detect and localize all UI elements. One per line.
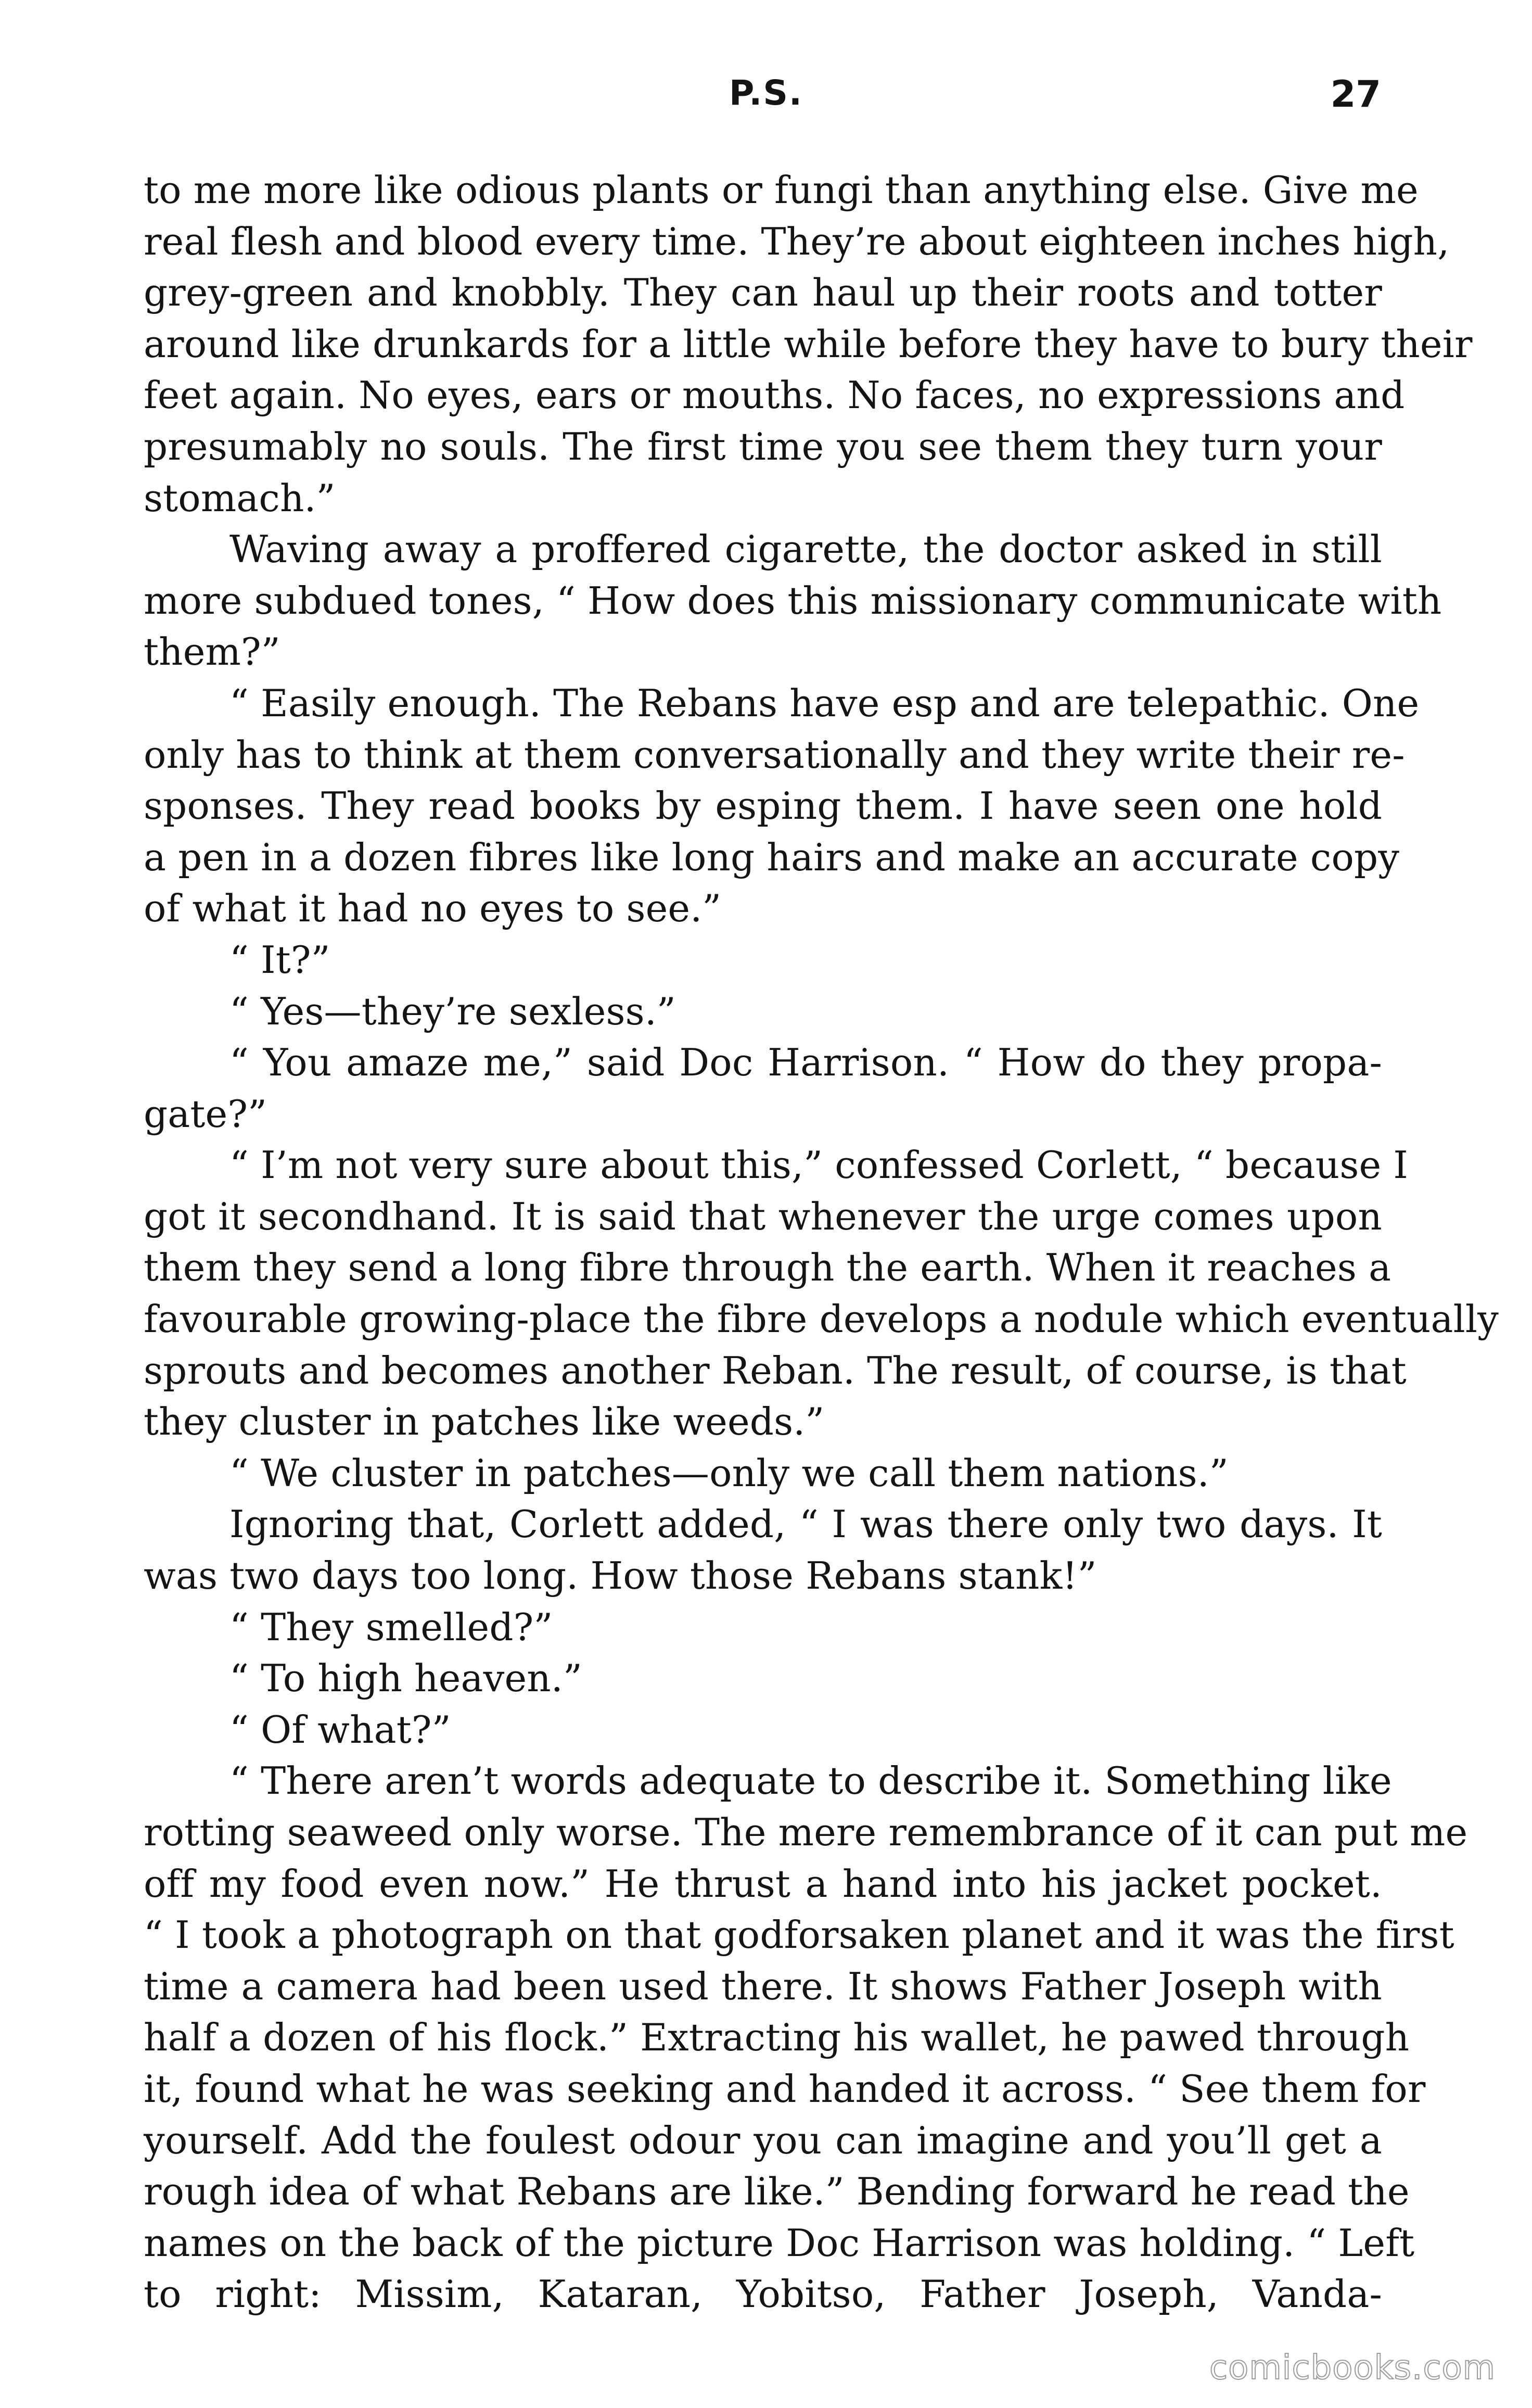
text-line: “ I’m not very sure about this,” confessed Corlett, “ because I xyxy=(229,1143,1409,1187)
text-line: them they send a long fibre through the earth. When it reaches a xyxy=(144,1246,1391,1290)
text-line: real flesh and blood every time. They’re about eighteen inches high, xyxy=(144,219,1450,263)
text-line: was two days too long. How those Rebans stank!” xyxy=(144,1554,1097,1598)
text-line: sprouts and becomes another Reban. The result, of course, is that xyxy=(144,1348,1407,1392)
text-line: “ You amaze me,” said Doc Harrison. “ How do they propa- xyxy=(229,1041,1382,1085)
text-line: of what it had no eyes to see.” xyxy=(144,886,722,931)
text-line: “ I took a photograph on that godforsaken planet and it was the first xyxy=(144,1913,1454,1957)
text-line: rotting seaweed only worse. The mere remembrance of it can put me xyxy=(144,1810,1468,1854)
text-line: “ We cluster in patches—only we call them nations.” xyxy=(229,1451,1229,1495)
text-line: “ It?” xyxy=(229,937,330,982)
text-line: rough idea of what Rebans are like.” Bending forward he read the xyxy=(144,2170,1410,2214)
text-line: time a camera had been used there. It shows Father Joseph with xyxy=(144,1964,1382,2008)
text-line: around like drunkards for a little while before they have to bury their xyxy=(144,322,1473,366)
text-line: Waving away a proffered cigarette, the doctor asked in still xyxy=(229,527,1382,572)
text-line: “ There aren’t words adequate to describe it. Something like xyxy=(229,1759,1392,1803)
text-line: to right: Missim, Kataran, Yobitso, Father Joseph, Vanda- xyxy=(144,2272,1382,2316)
text-line: half a dozen of his flock.” Extracting his wallet, he pawed through xyxy=(144,2016,1410,2060)
text-line: grey-green and knobbly. They can haul up their roots and totter xyxy=(144,271,1382,315)
text-line: more subdued tones, “ How does this missionary communicate with xyxy=(144,578,1442,623)
text-line: Ignoring that, Corlett added, “ I was there only two days. It xyxy=(229,1502,1382,1547)
text-line: off my food even now.” He thrust a hand into his jacket pocket. xyxy=(144,1861,1382,1906)
text-line: “ Of what?” xyxy=(229,1707,451,1752)
text-line: stomach.” xyxy=(144,476,336,520)
page-number: 27 xyxy=(1330,73,1381,116)
text-line: they cluster in patches like weeds.” xyxy=(144,1400,825,1444)
text-line: only has to think at them conversationally and they write their re- xyxy=(144,732,1405,777)
body-text xyxy=(144,164,1499,2320)
text-line: it, found what he was seeking and handed it across. “ See them for xyxy=(144,2067,1426,2111)
text-line: feet again. No eyes, ears or mouths. No faces, no expressions and xyxy=(144,373,1405,417)
text-line: names on the back of the picture Doc Harrison was holding. “ Left xyxy=(144,2221,1415,2265)
text-line: them?” xyxy=(144,630,280,674)
text-line: to me more like odious plants or fungi than anything else. Give me xyxy=(144,168,1419,212)
watermark: comicbooks.com xyxy=(1209,2349,1496,2387)
text-line: “ Yes—they’re sexless.” xyxy=(229,989,676,1033)
text-line: a pen in a dozen fibres like long hairs and make an accurate copy xyxy=(144,835,1400,879)
text-line: presumably no souls. The first time you see them they turn your xyxy=(144,424,1382,468)
text-line: “ To high heaven.” xyxy=(229,1656,582,1701)
text-line: favourable growing-place the fibre develops a nodule which eventually xyxy=(144,1297,1499,1341)
running-head: P.S. xyxy=(729,73,803,113)
text-line: got it secondhand. It is said that whenever the urge comes upon xyxy=(144,1194,1382,1238)
page-header xyxy=(0,73,1532,125)
text-line: sponses. They read books by esping them. I have seen one hold xyxy=(144,784,1382,828)
text-line: yourself. Add the foulest odour you can imagine and you’ll get a xyxy=(144,2118,1382,2162)
text-line: “ They smelled?” xyxy=(229,1605,553,1649)
text-line: gate?” xyxy=(144,1092,267,1136)
text-line: “ Easily enough. The Rebans have esp and are telepathic. One xyxy=(229,681,1420,725)
